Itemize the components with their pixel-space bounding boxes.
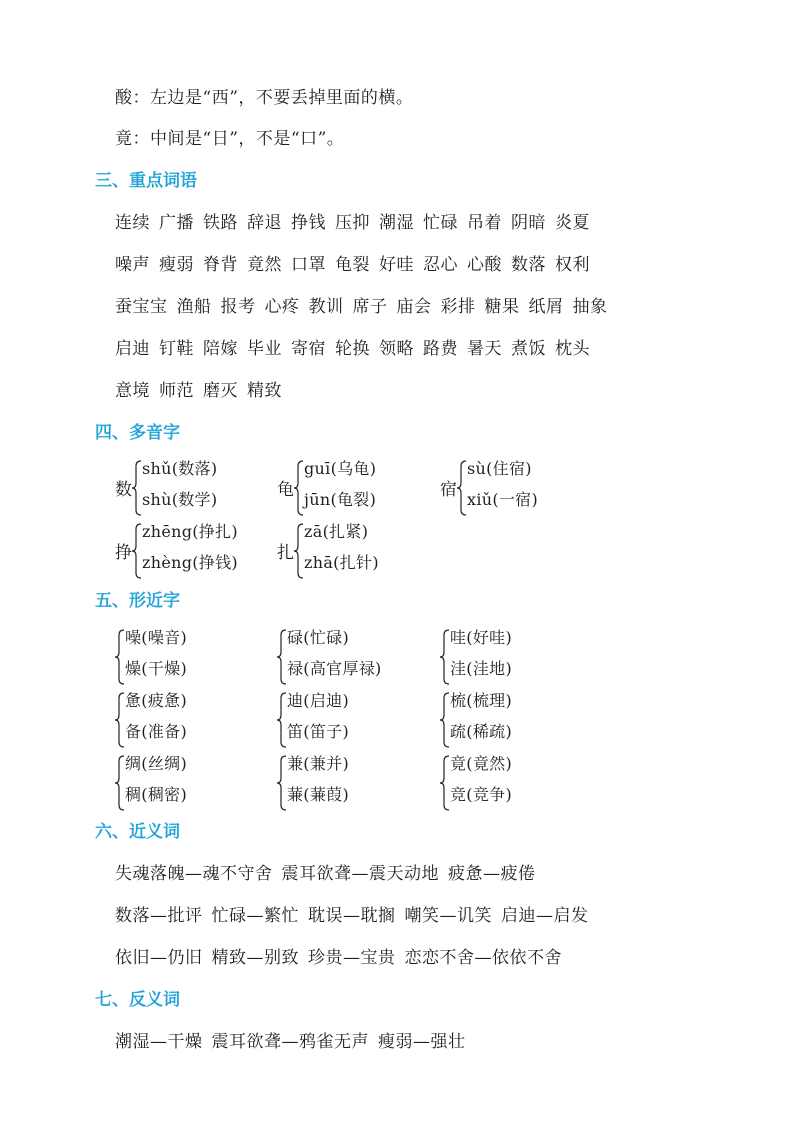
note-line-suan: 酸：左边是“西”，不要丢掉里面的横。 — [115, 88, 414, 108]
similar-char-entry: 竞(竞争) — [450, 785, 512, 804]
polyphone-char: 扎 — [277, 543, 294, 563]
word-item: 教训 — [308, 297, 344, 317]
brace-icon — [132, 523, 142, 579]
word-item: 寄宿 — [291, 339, 326, 359]
section-title-synonyms: 六、近义词 — [95, 822, 180, 842]
word-item: 口罩 — [291, 255, 326, 275]
polyphone-reading: shù(数学) — [142, 490, 218, 509]
similar-char-entry: 备(准备) — [125, 722, 187, 741]
key-words-row — [115, 379, 291, 403]
word-item: 钉鞋 — [159, 339, 194, 359]
word-item: 抽象 — [572, 297, 608, 317]
word-item: 潮湿 — [379, 213, 414, 233]
word-item: 辞退 — [247, 213, 282, 233]
word-item: 庙会 — [396, 297, 432, 317]
similar-char-entry: 哇(好哇) — [450, 628, 512, 647]
word-item: 轮换 — [335, 339, 370, 359]
section-title-antonyms: 七、反义词 — [95, 990, 180, 1010]
word-item: 启迪—启发 — [501, 906, 589, 926]
word-item: 蚕宝宝 — [115, 297, 168, 317]
word-item: 竟然 — [247, 255, 282, 275]
word-item: 阴暗 — [511, 213, 546, 233]
word-item: 师范 — [159, 381, 194, 401]
similar-char-entry: 笛(笛子) — [287, 722, 349, 741]
polyphone-reading: jūn(龟裂) — [304, 490, 377, 509]
word-item: 渔船 — [176, 297, 212, 317]
section-title-similar-chars: 五、形近字 — [95, 591, 180, 611]
word-item: 精致—别致 — [211, 948, 299, 968]
synonyms-row — [115, 904, 598, 928]
word-item: 意境 — [115, 381, 150, 401]
similar-char-entry: 稠(稠密) — [125, 785, 187, 804]
polyphone-char: 宿 — [440, 480, 457, 500]
word-item: 糖果 — [484, 297, 520, 317]
word-item: 数落—批评 — [115, 906, 203, 926]
word-item: 忙碌 — [423, 213, 458, 233]
word-item: 席子 — [352, 297, 388, 317]
word-item: 瘦弱 — [159, 255, 194, 275]
word-item: 珍贵—宝贵 — [308, 948, 396, 968]
polyphone-reading: zhā(扎针) — [304, 553, 379, 572]
word-item: 好哇 — [379, 255, 414, 275]
section-title-key-words: 三、重点词语 — [95, 171, 197, 191]
polyphone-char: 龟 — [277, 480, 294, 500]
key-words-row — [115, 337, 599, 361]
brace-icon — [115, 629, 125, 685]
similar-char-entry: 蒹(蒹葭) — [287, 785, 349, 804]
polyphone-reading: guī(乌龟) — [304, 459, 377, 478]
word-item: 路费 — [423, 339, 458, 359]
word-item: 依旧—仍旧 — [115, 948, 203, 968]
word-item: 权利 — [555, 255, 590, 275]
word-item: 心疼 — [264, 297, 300, 317]
word-item: 嘲笑—讥笑 — [404, 906, 492, 926]
word-item: 心酸 — [467, 255, 502, 275]
word-item: 枕头 — [555, 339, 590, 359]
word-item: 挣钱 — [291, 213, 326, 233]
word-item: 恋恋不舍—依依不舍 — [404, 948, 562, 968]
polyphone-reading: zhèng(挣钱) — [142, 553, 238, 572]
polyphone-char: 挣 — [115, 543, 132, 563]
polyphone-reading: sù(住宿) — [467, 459, 532, 478]
word-item: 忙碌—繁忙 — [211, 906, 299, 926]
polyphone-char: 数 — [115, 480, 132, 500]
word-item: 龟裂 — [335, 255, 370, 275]
word-item: 脊背 — [203, 255, 238, 275]
section-title-polyphones: 四、多音字 — [95, 423, 180, 443]
polyphone-reading: shǔ(数落) — [142, 459, 218, 478]
word-item: 煮饭 — [511, 339, 546, 359]
brace-icon — [277, 692, 287, 748]
key-words-row — [115, 295, 617, 319]
brace-icon — [440, 629, 450, 685]
word-item: 毕业 — [247, 339, 282, 359]
synonyms-row — [115, 862, 545, 886]
word-item: 瘦弱—强壮 — [378, 1032, 466, 1052]
brace-icon — [440, 692, 450, 748]
key-words-row — [115, 253, 599, 277]
similar-char-entry: 竟(竟然) — [450, 754, 512, 773]
word-item: 彩排 — [440, 297, 476, 317]
word-item: 压抑 — [335, 213, 370, 233]
word-item: 震耳欲聋—鸦雀无声 — [211, 1032, 369, 1052]
word-item: 耽误—耽搁 — [308, 906, 396, 926]
word-item: 失魂落魄—魂不守舍 — [115, 864, 273, 884]
synonyms-row — [115, 946, 571, 970]
word-item: 启迪 — [115, 339, 150, 359]
polyphone-reading: zā(扎紧) — [304, 522, 369, 541]
brace-icon — [294, 523, 304, 579]
antonyms-row — [115, 1030, 475, 1054]
word-item: 磨灭 — [203, 381, 238, 401]
word-item: 吊着 — [467, 213, 502, 233]
brace-icon — [132, 460, 142, 516]
word-item: 噪声 — [115, 255, 150, 275]
similar-char-entry: 疏(稀疏) — [450, 722, 512, 741]
word-item: 疲惫—疲倦 — [448, 864, 536, 884]
word-item: 暑天 — [467, 339, 502, 359]
similar-char-entry: 惫(疲惫) — [125, 691, 187, 710]
similar-char-entry: 兼(兼并) — [287, 754, 349, 773]
note-line-jing: 竟：中间是“日”，不是“口”。 — [115, 129, 345, 149]
word-item: 报考 — [220, 297, 256, 317]
similar-char-entry: 禄(高官厚禄) — [287, 659, 382, 678]
word-item: 炎夏 — [555, 213, 590, 233]
brace-icon — [457, 460, 467, 516]
word-item: 陪嫁 — [203, 339, 238, 359]
word-item: 潮湿—干燥 — [115, 1032, 203, 1052]
polyphone-reading: zhēng(挣扎) — [142, 522, 238, 541]
word-item: 广播 — [159, 213, 194, 233]
similar-char-entry: 迪(启迪) — [287, 691, 349, 710]
similar-char-entry: 噪(噪音) — [125, 628, 187, 647]
brace-icon — [115, 755, 125, 811]
word-item: 精致 — [247, 381, 282, 401]
brace-icon — [277, 755, 287, 811]
brace-icon — [277, 629, 287, 685]
word-item: 纸屑 — [528, 297, 564, 317]
word-item: 铁路 — [203, 213, 238, 233]
similar-char-entry: 洼(洼地) — [450, 659, 512, 678]
brace-icon — [115, 692, 125, 748]
similar-char-entry: 绸(丝绸) — [125, 754, 187, 773]
word-item: 领略 — [379, 339, 414, 359]
brace-icon — [440, 755, 450, 811]
brace-icon — [294, 460, 304, 516]
word-item: 忍心 — [423, 255, 458, 275]
similar-char-entry: 梳(梳理) — [450, 691, 512, 710]
key-words-row — [115, 211, 599, 235]
word-item: 震耳欲聋—震天动地 — [281, 864, 439, 884]
similar-char-entry: 碌(忙碌) — [287, 628, 349, 647]
word-item: 连续 — [115, 213, 150, 233]
similar-char-entry: 燥(干燥) — [125, 659, 187, 678]
word-item: 数落 — [511, 255, 546, 275]
polyphone-reading: xiǔ(一宿) — [467, 490, 539, 509]
